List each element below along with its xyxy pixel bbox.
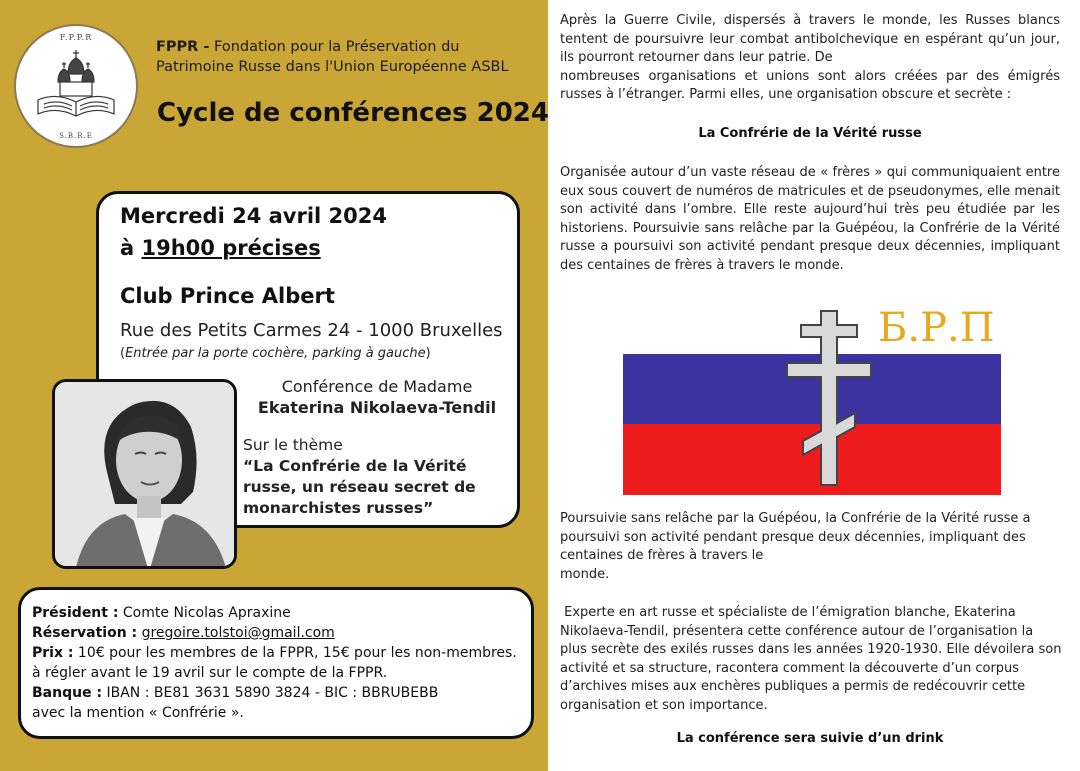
church-book-icon [28,44,124,130]
entry-note [120,346,431,361]
org-title [156,37,536,77]
theme-title: “La Confrérie de la Vérité russe, un réseau secret de monarchistes russes” [243,457,476,517]
intro-paragraph [560,12,1060,105]
president-label: Président : [32,605,119,621]
time-prefix: à [120,236,135,260]
reservation-email-link[interactable]: gregoire.tolstoi@gmail.com [141,625,335,641]
speaker-photo [52,379,237,569]
info-block [32,603,522,723]
conference-theme [243,435,523,519]
event-date: Mercredi 24 avril 2024 [120,204,387,228]
entry-note-text: Entrée par la porte cochère, parking à gauche [125,346,426,361]
intro-text-2: nombreuses organisations et unions sont alors créées par des émigrés russes à l’étranger. Parmi elles, une organisation obscure et secrète : [560,68,1060,102]
bank-label: Banque : [32,685,103,701]
article-heading: La Confrérie de la Vérité russe [698,126,922,141]
bank-line [32,683,522,703]
org-name: Fondation pour la Préservation du Patrimoine Russe dans l'Union Européenne ASBL [156,39,509,75]
speaker-name: Ekaterina Nikolaeva-Tendil [257,398,497,417]
closing-note: La conférence sera suivie d’un drink [676,731,944,746]
para-2-text: Poursuivie sans relâche par la Guépéou, la Confrérie de la Vérité russe a poursuivi son activité pendant presque deux décennies, impliquant des centaines de frères à travers le [560,511,1031,563]
bank-value: IBAN : BE81 3631 5890 3824 - BIC : BBRUBEBB [106,685,439,701]
price-value: 10€ pour les membres de la FPPR, 15€ pour les non-membres. [77,645,517,661]
president-line [32,603,522,623]
theme-label: Sur le thème [243,436,343,454]
event-time-line [120,232,387,264]
venue-name: Club Prince Albert [120,284,335,308]
para-2-end: monde. [560,566,610,582]
flag-letters: Б.Р.П [878,305,995,351]
venue-address: Rue des Petits Carmes 24 - 1000 Bruxelles [120,320,503,341]
price-label: Prix : [32,645,74,661]
brp-flag [623,283,1001,495]
event-time: 19h00 précises [141,236,321,260]
logo-bottom-text: S.B.R.E [59,132,93,140]
article-paragraph-2 [560,510,1040,584]
conf-label: Conférence de Madame [281,377,473,396]
conference-speaker [246,376,508,418]
article-paragraph-1: Organisée autour d’un vaste réseau de « frères » qui communiquaient entre eux sous couvert de numéros de matricules et de pseudonymes, elle menait son activité dans l’ombre. Elle reste aujourd’hui très peu étudiée par les historiens. Poursuivie sans relâche par la Guépéou, la Confrérie de la Vérité russe a poursuivi son activité pendant presque deux décennies, impliquant des centaines de frères à travers le monde. [560,165,1060,273]
event-date-time [120,200,387,264]
intro-text-1: Après la Guerre Civile, dispersés à travers le monde, les Russes blancs tentent de poursuivre leur combat antibolchevique en espérant qu’un jour, ils pourront retourner dans leur patrie. De [560,13,1060,65]
president-value: Comte Nicolas Apraxine [122,605,291,621]
reservation-line [32,623,522,643]
entry-paren-close: ) [425,346,431,361]
price-note: à régler avant le 19 avril sur le compte de la FPPR. [32,665,388,681]
price-line [32,643,522,663]
fppr-logo [14,24,138,148]
entry-paren-open: ( [120,346,126,361]
org-acronym: FPPR - [156,39,210,55]
reservation-label: Réservation : [32,625,138,641]
bank-note: avec la mention « Confrérie ». [32,705,244,721]
logo-top-text: F.P.P.R [59,33,93,42]
article-paragraph-3 [560,604,1062,715]
para-3-text: Experte en art russe et spécialiste de l’émigration blanche, Ekaterina Nikolaeva-Tendil, présentera cette conférence autour de l’organisation la plus secrète des exilés russes dans les années 1920-1930. Elle dévoilera son activité et sa structure, racontera comment la découverte d’un corpus d’archives mises aux enchères publiques a permis de redécouvrir cette organisation et son importance. [560,605,1062,713]
cycle-title: Cycle de conférences 2024 [157,98,549,128]
